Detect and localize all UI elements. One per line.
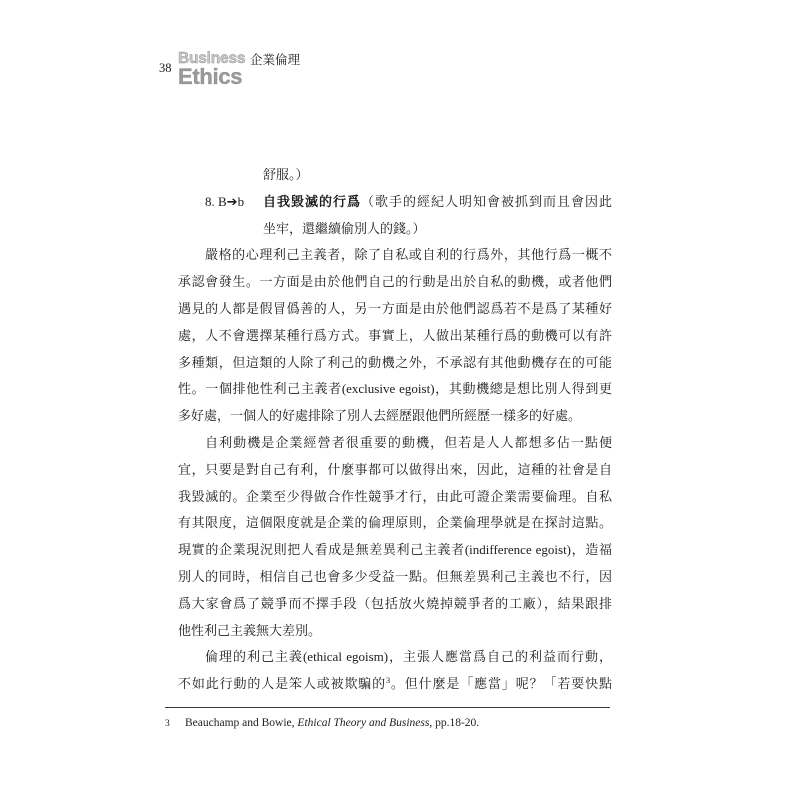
footnote-book-title: Ethical Theory and Business (297, 717, 430, 729)
text-line: 多好處，一個人的好處排除了別人去經歷跟他們所經歷一樣多的好處。 (178, 408, 582, 424)
text-line: 自利動機是企業經營者很重要的動機，但若是人人都想多佔一點便 (205, 434, 612, 450)
text-line: 別人的同時，相信自己也會多少受益一點。但無差異利己主義也不行，因 (178, 568, 612, 584)
text-line: 嚴格的心理利己主義者，除了自私或自利的行爲外，其他行爲一概不 (205, 247, 612, 263)
footnote-authors: Beauchamp and Bowie, (185, 717, 298, 729)
text-line: 現實的企業現況則把人看成是無差異利己主義者(indifference egoist)，造福 (178, 542, 612, 558)
text-line: 承認會發生。一方面是由於他們自己的行動是出於自私的動機，或者他們 (178, 274, 612, 290)
list-item-text: （歌手的經紀人明知會被抓到而且會因此 (361, 193, 612, 209)
text-line: 處，人不會選擇某種行爲方式。事實上，人做出某種行爲的動機可以有許 (178, 327, 612, 343)
footnote-number: 3 (165, 719, 170, 729)
text-line: 我毀滅的。企業至少得做合作性競爭才行，由此可證企業需要倫理。自私 (178, 488, 612, 504)
list-item-continuation: 舒服。） (263, 167, 309, 182)
footnote-pages: , pp.18-20. (429, 717, 480, 729)
text-line: 他性利己主義無大差別。 (178, 622, 322, 638)
text-line: 宜，只要是對自己有利，什麼事都可以做得出來，因此，這種的社會是自 (178, 461, 612, 477)
list-item-8 (178, 189, 612, 216)
text-line: 多種類，但這類的人除了利己的動機之外，不承認有其他動機存在的可能 (178, 354, 612, 370)
list-item-label: 8. B➔b (205, 193, 245, 209)
running-head-title-en-bottom: Ethics (178, 64, 243, 89)
footnote-reference: 3 (386, 676, 391, 686)
body-text (178, 162, 612, 698)
text-line: 有其限度，這個限度就是企業的倫理原則，企業倫理學就是在探討這點。 (178, 515, 612, 531)
running-head-title-zh: 企業倫理 (250, 53, 301, 67)
list-item-text-continued: 坐牢，還繼續偷別人的錢。） (263, 220, 426, 236)
text-segment: 。但什麼是「應當」呢？「若要快點 (390, 676, 612, 692)
footnote-divider (165, 707, 610, 708)
text-line: 倫理的利己主義(ethical egoism)，主張人應當爲自己的利益而行動， (205, 649, 612, 665)
text-line (178, 671, 612, 698)
text-segment: 不如此行動的人是笨人或被欺騙的 (178, 676, 387, 692)
text-line: 遇見的人都是假冒僞善的人，另一方面是由於他們認爲若不是爲了某種好 (178, 300, 612, 316)
running-head-title-en-top: Business (178, 50, 246, 67)
text-line: 性。一個排他性利己主義者(exclusive egoist)，其動機總是想比別人得到更 (178, 381, 612, 397)
list-item-heading: 自我毀滅的行爲 (263, 193, 361, 209)
page-number: 38 (159, 61, 172, 75)
footnote (165, 716, 479, 731)
text-line: 爲大家會爲了競爭而不擇手段（包括放火燒掉競爭者的工廠），結果跟排 (178, 595, 612, 611)
